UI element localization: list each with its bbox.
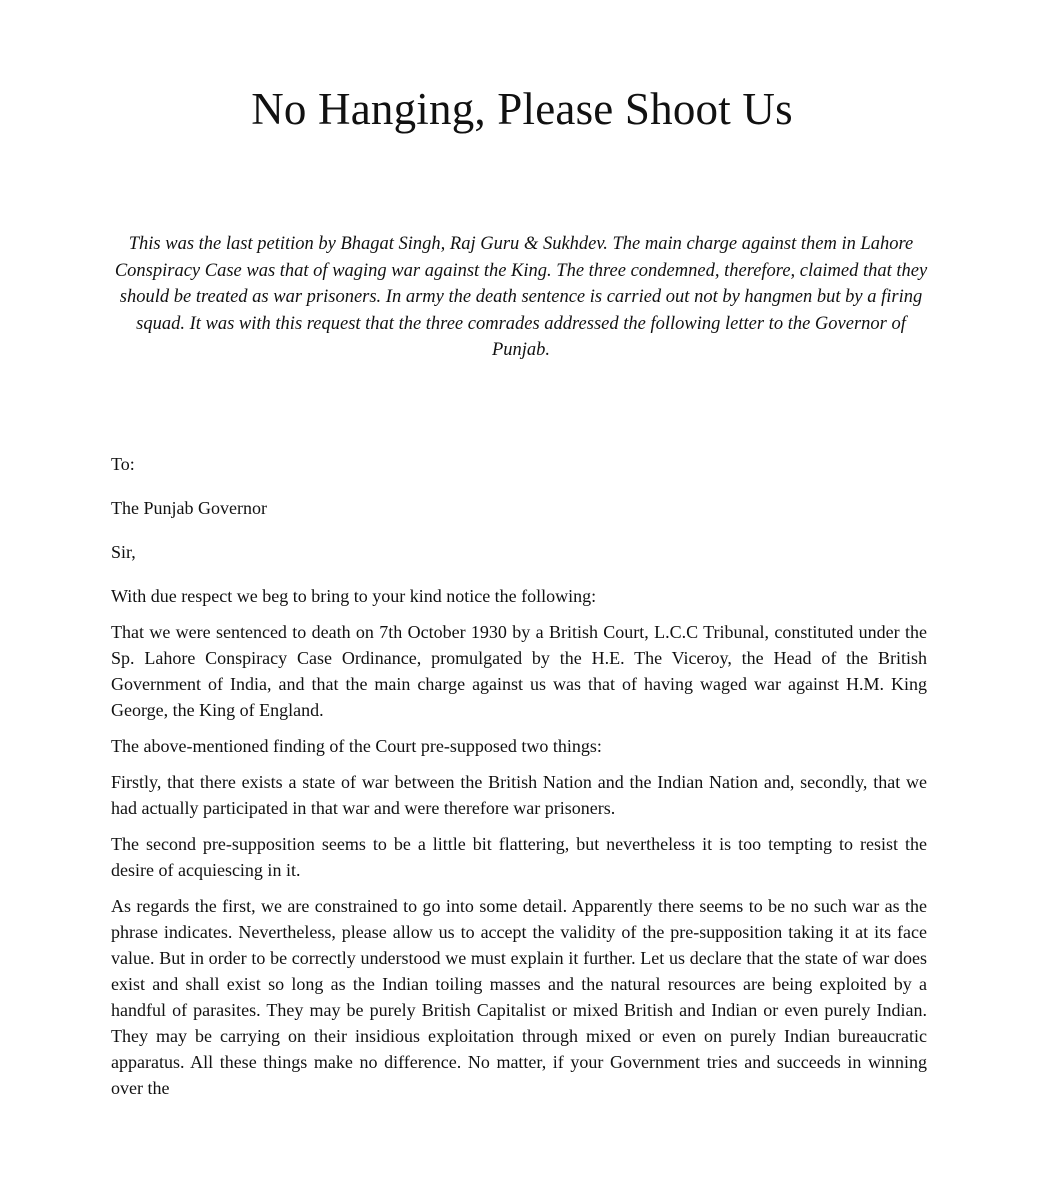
intro-note: This was the last petition by Bhagat Singh, Raj Guru & Sukhdev. The main charge against them in Lahore Conspiracy Case was that of waging war against the King. The three condemned, therefore, claimed that they should be treated as war prisoners. In army the death sentence is carried out not by hangmen but by a firing squad. It was with this request that the three comrades addressed the following letter to the Governor of Punjab. [114,234,928,360]
letter-to: To: [111,454,135,474]
letter-paragraph: The above-mentioned finding of the Court pre-supposed two things: [111,736,602,756]
letter-salutation: Sir, [111,542,136,562]
letter-paragraph: As regards the first, we are constrained to go into some detail. Apparently there seems to be no such war as the phrase indicates. Nevertheless, please allow us to accept the validity of the pre-supposition taking it at its face value. But in order to be correctly understood we must explain it further. Let us declare that the state of war does exist and shall exist so long as the Indian toiling masses and the natural resources are being exploited by a handful of parasites. They may be purely British Capitalist or mixed British and Indian or even purely Indian. They may be carrying on their insidious exploitation through mixed or even on purely Indian bureaucratic apparatus. All these things make no difference. No matter, if your Government tries and succeeds in winning over the [111,896,927,1098]
letter-paragraph: With due respect we beg to bring to your kind notice the following: [111,586,597,606]
document-title: No Hanging, Please Shoot Us [251,84,793,134]
letter-body [111,451,927,1111]
letter-recipient: The Punjab Governor [111,498,267,518]
letter-paragraph: Firstly, that there exists a state of war between the British Nation and the Indian Nation and, secondly, that we had actually participated in that war and were therefore war prisoners. [111,772,927,818]
letter-paragraph: The second pre-supposition seems to be a little bit flattering, but nevertheless it is too tempting to resist the desire of acquiescing in it. [111,834,927,880]
letter-paragraph: That we were sentenced to death on 7th October 1930 by a British Court, L.C.C Tribunal, constituted under the Sp. Lahore Conspiracy Case Ordinance, promulgated by the H.E. The Viceroy, the Head of the British Government of India, and that the main charge against us was that of having waged war against H.M. King George, the King of England. [111,622,927,720]
